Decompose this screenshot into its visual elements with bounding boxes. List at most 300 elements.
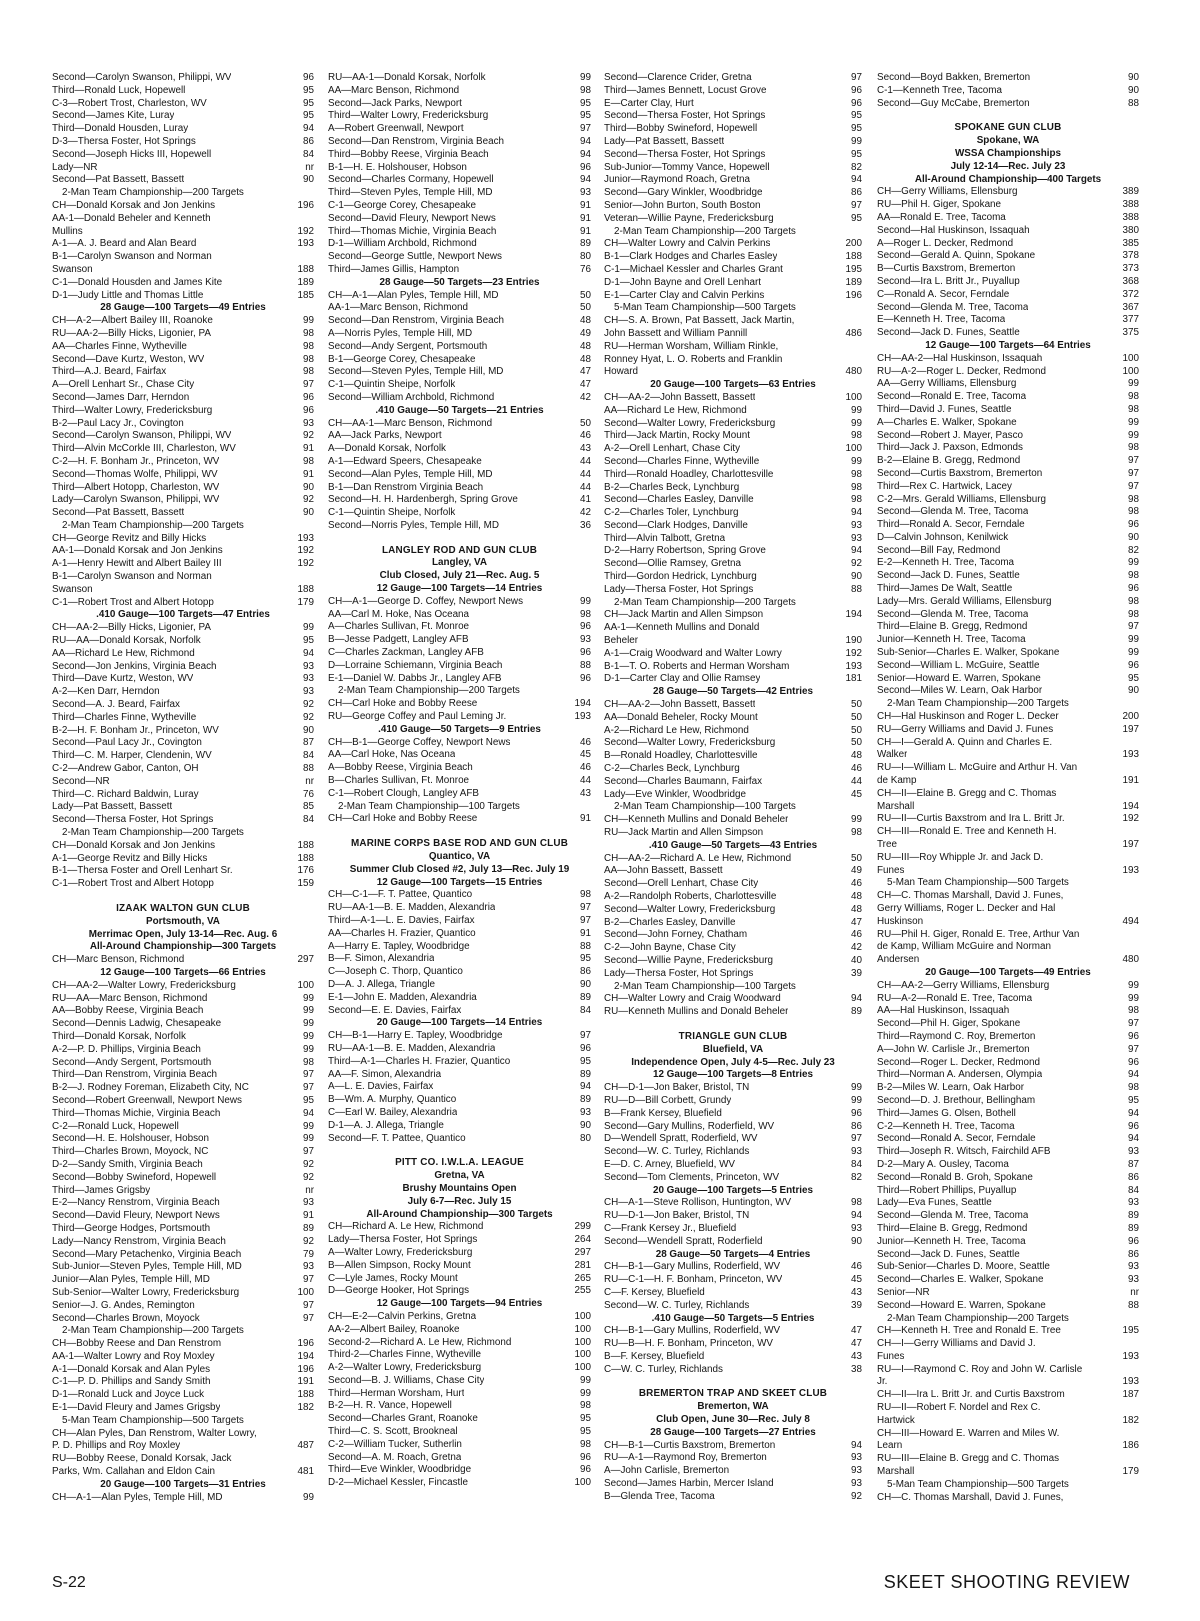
score: 45 (851, 1274, 862, 1286)
shooter-name: A—Harry E. Tapley, Woodbridge (328, 940, 470, 952)
result-entry (604, 1491, 862, 1504)
score: 99 (1128, 992, 1139, 1004)
shooter-name: Third—James Grigsby (52, 1184, 151, 1196)
shooter-name: Second—Glenda M. Tree, Tacoma (877, 608, 1029, 620)
score: 97 (1128, 480, 1139, 492)
score: 80 (580, 1132, 591, 1144)
score: 86 (851, 187, 862, 199)
result-entry (604, 1121, 862, 1134)
shooter-name: Third—Alvin McCorkle III, Charleston, WV (52, 443, 236, 455)
shooter-name: Second—Andy Sergent, Portsmouth (52, 1056, 212, 1068)
result-text-line: RU—II—Robert F. Nordel and Rex C. (877, 1402, 1041, 1414)
result-entry (328, 1285, 591, 1298)
result-entry (328, 123, 591, 136)
result-entry (328, 379, 591, 392)
shooter-name: Second—H. E. Holshouser, Hobson (52, 1133, 209, 1145)
event-heading: 20 Gauge—100 Targets—31 Entries (100, 1478, 266, 1490)
score: 99 (1128, 979, 1139, 991)
shooter-name: RU—A-2—Roger L. Decker, Redmond (877, 365, 1047, 377)
score: 89 (580, 1094, 591, 1106)
score: 188 (297, 583, 314, 595)
score: 385 (1122, 237, 1139, 249)
score: 48 (851, 750, 862, 762)
shooter-name: RU—AA-2—Billy Hicks, Ligonier, PA (52, 327, 211, 339)
score: 264 (574, 1234, 591, 1246)
score: 98 (303, 1056, 314, 1068)
result-entry (328, 953, 591, 966)
shooter-name: Third—C. S. Scott, Brookneal (328, 1426, 458, 1438)
result-entry (52, 226, 314, 239)
result-entry (52, 469, 314, 482)
score: 39 (851, 1299, 862, 1311)
result-entry (52, 1338, 314, 1351)
shooter-name: AA—Carl Hoke, Nas Oceana (328, 749, 456, 761)
shooter-name: Lady—Mrs. Gerald Williams, Ellensburg (877, 595, 1052, 607)
score: 99 (1128, 378, 1139, 390)
score: 188 (297, 263, 314, 275)
result-entry (328, 187, 591, 200)
result-entry (52, 418, 314, 431)
event-heading: 12 Gauge—100 Targets—15 Entries (376, 876, 543, 888)
score: 100 (845, 391, 862, 403)
shooter-name: Third—Albert Hotopp, Charleston, WV (52, 481, 220, 493)
result-entry (604, 635, 862, 648)
shooter-name: B—Allen Simpson, Rocky Mount (328, 1259, 471, 1271)
team-event-heading: 5-Man Team Championship—500 Targets (614, 302, 796, 314)
score: 99 (851, 135, 862, 147)
score: 99 (580, 595, 591, 607)
shooter-name: Second—Alan Pyles, Temple Hill, MD (328, 468, 493, 480)
result-entry (328, 226, 591, 239)
result-entry (52, 354, 314, 367)
score: 98 (303, 455, 314, 467)
shooter-name: Second—Willie Payne, Fredericksburg (604, 954, 774, 966)
shooter-name: Second—Charles Finne, Wytheville (604, 455, 760, 467)
score: 189 (845, 276, 862, 288)
score: 93 (851, 1452, 862, 1464)
score: 96 (303, 404, 314, 416)
score: 193 (1122, 1350, 1139, 1362)
score: 79 (303, 1248, 314, 1260)
shooter-name: A-1—A. J. Beard and Alan Beard (52, 238, 197, 250)
result-entry (328, 1400, 591, 1413)
score: 480 (1122, 954, 1139, 966)
result-entry (52, 1274, 314, 1287)
score: 187 (1122, 1389, 1139, 1401)
result-entry (877, 263, 1139, 276)
shooter-name: Second—Ronald E. Tree, Tacoma (877, 391, 1027, 403)
shooter-name: RU—Kenneth Mullins and Donald Beheler (604, 1006, 789, 1018)
result-text-line: RU—Phil H. Giger, Ronald E. Tree, Arthur Van (877, 928, 1080, 940)
result-entry (328, 98, 591, 111)
score: 90 (580, 978, 591, 990)
shooter-name: A—L. E. Davies, Fairfax (328, 1081, 434, 1093)
result-entry (604, 955, 862, 968)
result-entry (328, 596, 591, 609)
shooter-name: Senior—NR (877, 1286, 930, 1298)
shooter-name: Second—Miles W. Learn, Oak Harbor (877, 685, 1043, 697)
result-entry (328, 1311, 591, 1324)
event-heading: July 12-14—Rec. July 23 (950, 160, 1066, 172)
event-heading: Gretna, VA (434, 1170, 485, 1182)
result-entry (877, 186, 1139, 199)
result-entry (604, 405, 862, 418)
shooter-name: Second—Walter Lowry, Fredericksburg (604, 903, 776, 915)
score: 195 (845, 263, 862, 275)
score: 90 (1128, 84, 1139, 96)
shooter-name: B—Charles Sullivan, Ft. Monroe (328, 775, 470, 787)
score: 88 (580, 659, 591, 671)
shooter-name: Second—Jack D. Funes, Seattle (877, 570, 1020, 582)
result-entry (328, 762, 591, 775)
shooter-name: Marshall (877, 800, 915, 812)
shooter-name: D-3—Thersa Foster, Hot Springs (52, 135, 196, 147)
score: 97 (580, 123, 591, 135)
shooter-name: A-2—Randolph Roberts, Charlottesville (604, 891, 777, 902)
shooter-name: CH—A-1—Alan Pyles, Temple Hill, MD (52, 1491, 223, 1503)
team-event-heading: 2-Man Team Championship—200 Targets (338, 685, 520, 697)
shooter-name: Third—Bobby Reese, Virginia Beach (328, 148, 489, 160)
shooter-name: AA—Bobby Reese, Virginia Beach (52, 1005, 204, 1017)
result-entry (604, 1006, 862, 1019)
score: 94 (303, 1107, 314, 1119)
score: 76 (580, 263, 591, 275)
shooter-name: Second—Ronald B. Groh, Spokane (877, 1171, 1033, 1183)
score: 90 (851, 1235, 862, 1247)
result-entry (328, 647, 591, 660)
result-entry (604, 584, 862, 597)
score: 46 (851, 878, 862, 890)
result-entry (604, 72, 862, 85)
score: 193 (297, 532, 314, 544)
result-entry (328, 992, 591, 1005)
shooter-name: E-2—Kenneth H. Tree, Tacoma (877, 557, 1015, 569)
result-entry (877, 1121, 1139, 1134)
shooter-name: Senior—J. G. Andes, Remington (52, 1299, 195, 1311)
result-entry (52, 1402, 314, 1415)
score: 194 (845, 609, 862, 621)
result-entry (328, 915, 591, 928)
shooter-name: E-2—Nancy Renstrom, Virginia Beach (52, 1197, 220, 1209)
result-entry (604, 1210, 862, 1223)
score: 99 (303, 1133, 314, 1145)
score: 188 (297, 1389, 314, 1401)
score: 99 (580, 1374, 591, 1386)
score: 179 (297, 596, 314, 608)
shooter-name: Third—Ronald Hoadley, Charlottesville (604, 468, 774, 480)
score: 46 (580, 736, 591, 748)
result-entry (52, 686, 314, 699)
shooter-name: RU—AA-1—B. E. Madden, Alexandria (328, 1042, 496, 1054)
shooter-name: CH—A-1—Steve Rollison, Huntington, WV (604, 1197, 792, 1209)
score: 96 (851, 97, 862, 109)
event-heading: All-Around Championship—300 Targets (366, 1208, 553, 1220)
result-entry (604, 1133, 862, 1146)
score: 93 (580, 634, 591, 646)
score: 91 (580, 212, 591, 224)
result-entry (877, 1172, 1139, 1185)
event-heading: .410 Gauge—50 Targets—43 Entries (648, 839, 818, 851)
result-entry (877, 468, 1139, 481)
score: 93 (851, 1478, 862, 1490)
shooter-name: Second—Clarence Crider, Gretna (604, 72, 752, 83)
result-entry (604, 1223, 862, 1236)
result-entry (52, 801, 314, 814)
shooter-name: Marshall (877, 1466, 915, 1478)
score: 192 (297, 558, 314, 570)
score: 99 (303, 1491, 314, 1503)
shooter-name: E—Carter Clay, Hurt (604, 97, 694, 109)
score: 47 (580, 379, 591, 391)
shooter-name: Second—Thersa Foster, Hot Springs (52, 814, 214, 826)
shooter-name: Lady—Eve Winkler, Woodbridge (604, 788, 746, 800)
result-entry (52, 737, 314, 750)
score: 89 (1128, 1222, 1139, 1234)
score: 99 (851, 1094, 862, 1106)
score: 97 (1128, 621, 1139, 633)
score: 95 (580, 97, 591, 109)
shooter-name: B—F. Kersey, Bluefield (604, 1350, 705, 1362)
score: 93 (303, 417, 314, 429)
result-entry (604, 251, 862, 264)
shooter-name: B-1—George Corey, Chesapeake (328, 353, 476, 365)
result-entry (877, 1389, 1139, 1402)
score: 95 (303, 97, 314, 109)
result-entry (877, 302, 1139, 315)
shooter-name: Third—Ronald A. Secor, Ferndale (877, 519, 1025, 531)
shooter-name: AA—F. Simon, Alexandria (328, 1068, 442, 1080)
team-event-heading: 2-Man Team Championship—200 Targets (62, 519, 244, 531)
result-entry (877, 1287, 1139, 1300)
score: 100 (1122, 365, 1139, 377)
shooter-name: Junior—Raymond Roach, Gretna (604, 174, 750, 186)
score: 95 (303, 635, 314, 647)
result-entry (604, 776, 862, 789)
score: 97 (303, 1312, 314, 1324)
result-entry (52, 482, 314, 495)
event-heading: Langley, VA (431, 557, 488, 569)
shooter-name: E-1—Daniel W. Dabbs Jr., Langley AFB (328, 672, 502, 684)
result-entry (604, 469, 862, 482)
shooter-name: AA—Carl M. Hoke, Nas Oceana (328, 608, 470, 620)
score: 389 (1122, 186, 1139, 198)
shooter-name: Veteran—Willie Payne, Fredericksburg (604, 212, 774, 224)
score: 89 (580, 238, 591, 250)
shooter-name: C-2—Mrs. Gerald Williams, Ellensburg (877, 493, 1047, 505)
score: 97 (580, 1030, 591, 1042)
shooter-name: AA—Gerry Williams, Ellensburg (877, 378, 1017, 390)
score: 97 (851, 72, 862, 83)
score: 194 (1122, 800, 1139, 812)
result-entry (52, 328, 314, 341)
score: 99 (580, 1387, 591, 1399)
shooter-name: Second—Thersa Foster, Hot Springs (604, 148, 766, 160)
result-entry (328, 136, 591, 149)
result-entry (604, 149, 862, 162)
shooter-name: Third—James G. Olsen, Bothell (877, 1107, 1016, 1119)
score: 36 (580, 519, 591, 531)
result-entry (52, 750, 314, 763)
result-entry (328, 418, 591, 431)
score: 41 (580, 494, 591, 506)
club-name: IZAAK WALTON GUN CLUB (116, 903, 250, 914)
shooter-name: D-1—John Bayne and Orell Lenhart (604, 276, 761, 288)
score: 100 (574, 1349, 591, 1361)
result-entry (877, 839, 1139, 852)
shooter-name: A—Charles E. Walker, Spokane (877, 416, 1017, 428)
result-entry (52, 1236, 314, 1249)
result-entry (328, 1005, 591, 1018)
result-entry (52, 545, 314, 558)
shooter-name: E-1—David Fleury and James Grigsby (52, 1402, 221, 1414)
score: 89 (1128, 1210, 1139, 1222)
result-entry (604, 827, 862, 840)
shooter-name: Second—Orell Lenhart, Chase City (604, 878, 759, 890)
score: 99 (303, 315, 314, 327)
team-event-heading: 5-Man Team Championship—500 Targets (887, 1478, 1069, 1490)
shooter-name: Junior—Kenneth H. Tree, Tacoma (877, 1235, 1026, 1247)
result-entry (877, 865, 1139, 878)
score: 48 (851, 903, 862, 915)
shooter-name: C-2—Andrew Gabor, Canton, OH (52, 763, 199, 775)
shooter-name: Lady—Pat Bassett, Bassett (52, 801, 173, 813)
shooter-name: RU—C-1—H. F. Bonham, Princeton, WV (604, 1274, 783, 1286)
result-entry (604, 545, 862, 558)
score: 50 (580, 289, 591, 301)
result-entry (604, 482, 862, 495)
shooter-name: Second—Charles Grant, Roanoke (328, 1413, 478, 1425)
score: 98 (851, 827, 862, 839)
score: 98 (1128, 595, 1139, 607)
result-entry (877, 1044, 1139, 1057)
result-entry (52, 1133, 314, 1146)
score: 93 (851, 519, 862, 531)
result-entry (328, 1069, 591, 1082)
score: 97 (580, 902, 591, 914)
result-entry (328, 1247, 591, 1260)
score: 94 (851, 545, 862, 557)
shooter-name: Second—Tom Clements, Princeton, WV (604, 1171, 780, 1183)
shooter-name: CH—B-1—George Coffey, Newport News (328, 736, 511, 748)
score: 98 (851, 481, 862, 493)
shooter-name: Second—B. J. Williams, Chase City (328, 1374, 485, 1386)
result-entry (52, 1146, 314, 1159)
shooter-name: Second—Phil H. Giger, Spokane (877, 1018, 1021, 1030)
result-entry (604, 1338, 862, 1351)
shooter-name: Second—Bobby Swineford, Hopewell (52, 1171, 217, 1183)
score: 96 (580, 1464, 591, 1476)
event-heading: Bremerton, WA (697, 1401, 769, 1413)
score: 93 (303, 1197, 314, 1209)
score: 42 (580, 391, 591, 403)
score: 92 (303, 494, 314, 506)
shooter-name: B-1—Thersa Foster and Orell Lenhart Sr. (52, 865, 233, 877)
team-event-heading: 2-Man Team Championship—200 Targets (614, 596, 796, 608)
score: 99 (851, 814, 862, 826)
result-entry (877, 1146, 1139, 1159)
shooter-name: C—W. C. Turley, Richlands (604, 1363, 723, 1375)
score: 92 (851, 1490, 862, 1502)
result-entry (877, 327, 1139, 340)
score: 94 (851, 1439, 862, 1451)
score: 93 (303, 673, 314, 685)
shooter-name: A—Donald Korsak, Norfolk (328, 443, 446, 455)
result-entry (52, 277, 314, 290)
shooter-name: Second—George Suttle, Newport News (328, 251, 502, 263)
shooter-name: Third—Joseph R. Witsch, Fairchild AFB (877, 1146, 1051, 1158)
score: 44 (580, 455, 591, 467)
shooter-name: AA—Donald Beheler, Rocky Mount (604, 711, 758, 723)
result-entry (328, 72, 591, 85)
result-entry (52, 341, 314, 354)
result-entry (877, 391, 1139, 404)
result-entry (877, 250, 1139, 263)
shooter-name: CH—C-1—F. T. Pattee, Quantico (328, 889, 473, 901)
score: 99 (303, 1030, 314, 1042)
shooter-name: Third—Ronald Luck, Hopewell (52, 84, 186, 96)
event-heading: .410 Gauge—50 Targets—5 Entries (651, 1312, 815, 1324)
result-entry (52, 725, 314, 738)
shooter-name: RU—D—Bill Corbett, Grundy (604, 1094, 732, 1106)
result-entry (604, 904, 862, 917)
result-entry (877, 1095, 1139, 1108)
shooter-name: Second—Dan Renstrom, Virginia Beach (328, 315, 505, 327)
result-entry (52, 430, 314, 443)
shooter-name: Third—Thomas Michie, Virginia Beach (328, 225, 497, 237)
score: 100 (1122, 352, 1139, 364)
result-entry (52, 98, 314, 111)
shooter-name: CH—Jack Martin and Allen Simpson (604, 609, 764, 621)
result-entry (604, 571, 862, 584)
shooter-name: Howard (604, 366, 639, 378)
score: 91 (580, 225, 591, 237)
score: 87 (1128, 1158, 1139, 1170)
shooter-name: C-2—H. F. Bonham Jr., Princeton, WV (52, 455, 220, 467)
result-entry (877, 685, 1139, 698)
result-entry (877, 1274, 1139, 1287)
result-entry (604, 1325, 862, 1338)
result-entry (877, 212, 1139, 225)
score: 99 (1128, 429, 1139, 441)
score: 100 (297, 979, 314, 991)
score: 46 (851, 929, 862, 941)
result-entry (52, 315, 314, 328)
shooter-name: B—Glenda Tree, Tacoma (604, 1490, 715, 1502)
result-entry (604, 853, 862, 866)
shooter-name: C-1—George Corey, Chesapeake (328, 199, 477, 211)
shooter-name: A-2—Orell Lenhart, Chase City (604, 443, 741, 455)
score: 93 (1128, 1146, 1139, 1158)
score: 96 (580, 621, 591, 633)
event-heading: Independence Open, July 4-5—Rec. July 23 (631, 1056, 835, 1068)
result-entry (604, 993, 862, 1006)
column-1 (52, 72, 314, 1504)
score: 47 (851, 1325, 862, 1337)
result-entry (877, 238, 1139, 251)
result-entry (328, 941, 591, 954)
result-entry (328, 174, 591, 187)
shooter-name: C-2—Charles Toler, Lynchburg (604, 507, 739, 519)
result-entry (52, 712, 314, 725)
score: 93 (851, 1146, 862, 1158)
score: 82 (851, 161, 862, 173)
score: 97 (580, 915, 591, 926)
result-entry (604, 392, 862, 405)
score: 98 (580, 1400, 591, 1412)
shooter-name: B-2—Charles Beck, Lynchburg (604, 481, 740, 493)
result-entry (877, 801, 1139, 814)
result-entry (328, 507, 591, 520)
